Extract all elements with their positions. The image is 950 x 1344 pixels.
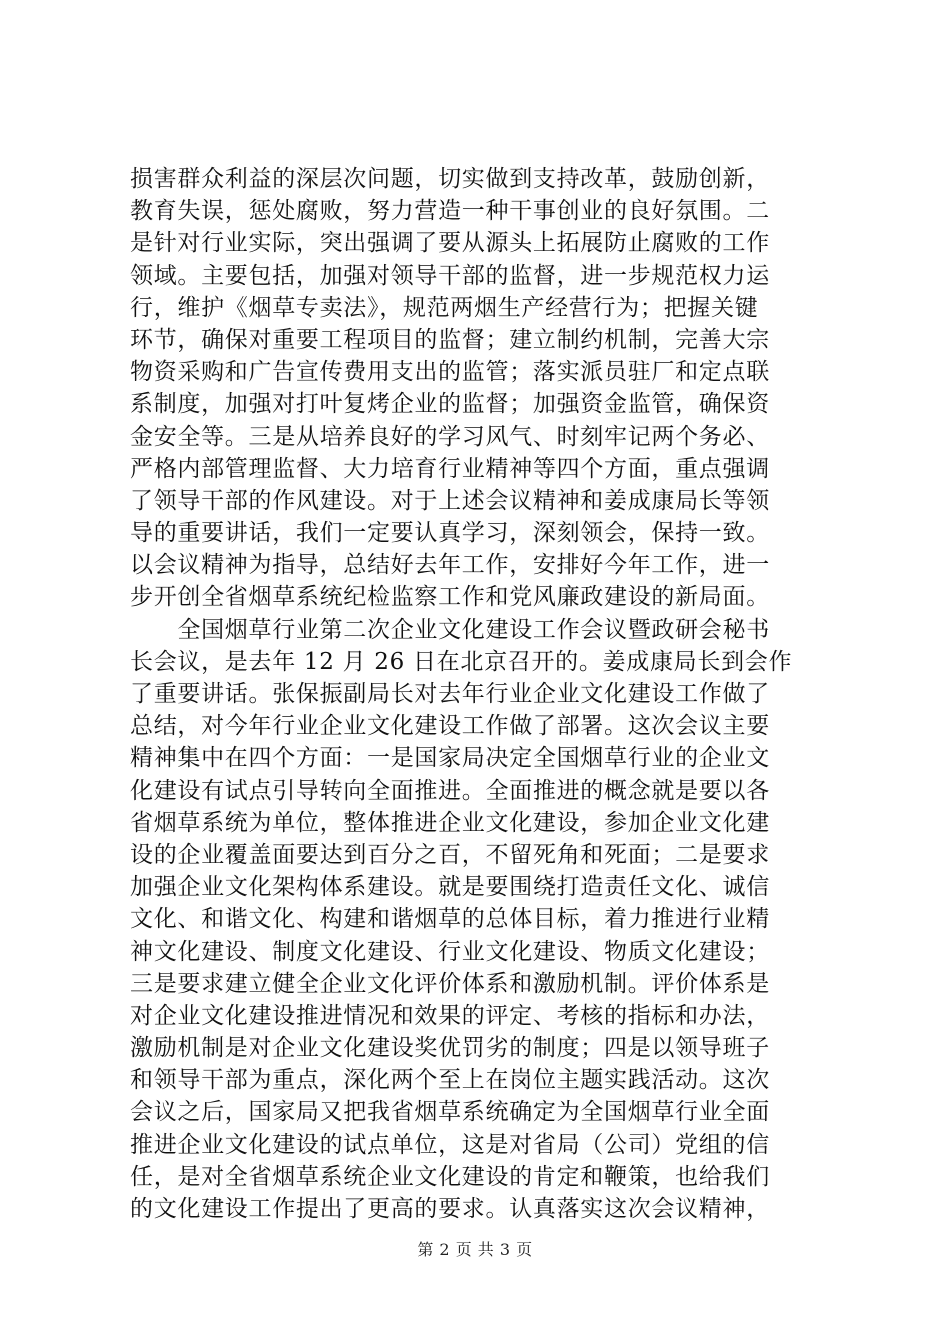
text-line: 三是要求建立健全企业文化评价体系和激励机制。评价体系是 (130, 970, 770, 997)
text-line: 了重要讲话。张保振副局长对去年行业企业文化建设工作做了 (130, 681, 770, 707)
text-line: 总结，对今年行业企业文化建设工作做了部署。这次会议主要 (130, 713, 770, 740)
text-line: 和领导干部为重点，深化两个至上在岗位主题实践活动。这次 (130, 1067, 770, 1094)
text-line: 是针对行业实际，突出强调了要从源头上拓展防止腐败的工作 (130, 230, 770, 257)
text-line: 设的企业覆盖面要达到百分之百，不留死角和死面；二是要求 (130, 841, 770, 868)
page-number-footer: 第 2 页 共 3 页 (417, 1240, 533, 1259)
text-line: 精神集中在四个方面：一是国家局决定全国烟草行业的企业文 (130, 745, 770, 772)
text-line: 化建设有试点引导转向全面推进。全面推进的概念就是要以各 (130, 777, 770, 804)
text-line: 神文化建设、制度文化建设、行业文化建设、物质文化建设； (130, 938, 770, 965)
text-line: 教育失误，惩处腐败，努力营造一种干事创业的良好氛围。二 (130, 198, 770, 225)
text-line: 以会议精神为指导，总结好去年工作，安排好今年工作，进一 (130, 552, 770, 579)
text-line: 行，维护《烟草专卖法》，规范两烟生产经营行为；把握关键 (130, 294, 759, 321)
text-line: 文化、和谐文化、构建和谐烟草的总体目标，着力推进行业精 (130, 906, 770, 933)
paragraph-start-line: 全国烟草行业第二次企业文化建设工作会议暨政研会秘书 (130, 616, 770, 643)
text-line: 系制度，加强对打叶复烤企业的监督；加强资金监管，确保资 (130, 391, 770, 418)
text-line: 导的重要讲话，我们一定要认真学习，深刻领会，保持一致。 (130, 520, 770, 547)
text-line: 的文化建设工作提出了更高的要求。认真落实这次会议精神， (130, 1196, 770, 1222)
text-line: 严格内部管理监督、大力培育行业精神等四个方面，重点强调 (130, 455, 770, 482)
text-line: 了领导干部的作风建设。对于上述会议精神和姜成康局长等领 (130, 487, 770, 514)
text-line: 物资采购和广告宣传费用支出的监管；落实派员驻厂和定点联 (130, 359, 770, 386)
text-line: 省烟草系统为单位，整体推进企业文化建设，参加企业文化建 (130, 809, 770, 836)
text-line: 金安全等。三是从培养良好的学习风气、时刻牢记两个务必、 (130, 423, 770, 450)
text-line: 会议之后，国家局又把我省烟草系统确定为全国烟草行业全面 (130, 1099, 770, 1126)
text-line: 环节，确保对重要工程项目的监督；建立制约机制，完善大宗 (130, 326, 770, 353)
text-line: 激励机制是对企业文化建设奖优罚劣的制度；四是以领导班子 (130, 1035, 770, 1062)
text-line: 长会议，是去年 12 月 26 日在北京召开的。姜成康局长到会作 (130, 648, 793, 675)
text-line: 任，是对全省烟草系统企业文化建设的肯定和鞭策，也给我们 (130, 1163, 770, 1190)
text-line: 步开创全省烟草系统纪检监察工作和党风廉政建设的新局面。 (130, 584, 770, 611)
text-line: 推进企业文化建设的试点单位，这是对省局（公司）党组的信 (130, 1131, 770, 1158)
text-line: 加强企业文化架构体系建设。就是要围绕打造责任文化、诚信 (130, 874, 770, 901)
text-line: 领域。主要包括，加强对领导干部的监督，进一步规范权力运 (130, 262, 770, 289)
text-line: 损害群众利益的深层次问题，切实做到支持改革，鼓励创新， (130, 166, 770, 192)
text-line: 对企业文化建设推进情况和效果的评定、考核的指标和办法， (130, 1002, 770, 1029)
body-text (130, 163, 830, 1225)
